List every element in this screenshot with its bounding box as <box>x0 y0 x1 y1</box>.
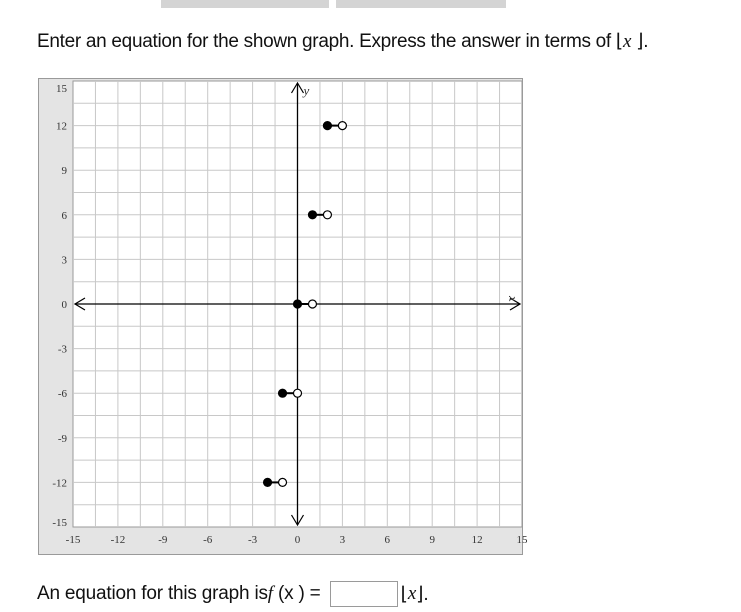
closed-endpoint <box>279 389 287 397</box>
x-tick-label: -15 <box>65 534 81 546</box>
open-endpoint <box>279 478 287 486</box>
x-tick-label: 15 <box>516 534 528 546</box>
floor-open-symbol: ⌊ <box>615 31 624 52</box>
x-tick-label: -3 <box>248 534 258 546</box>
answer-input[interactable] <box>330 581 398 607</box>
y-tick-label: -9 <box>57 432 67 445</box>
answer-label: An equation for this graph is <box>37 583 268 604</box>
x-tick-label: 6 <box>384 534 391 546</box>
floor-close-symbol: ⌋. <box>416 583 429 605</box>
x-tick-label: -6 <box>203 534 213 546</box>
question-prompt <box>37 30 648 53</box>
floor-variable: x <box>623 31 632 52</box>
open-endpoint <box>323 211 331 219</box>
y-tick-label: 0 <box>61 299 67 311</box>
y-tick-label: 12 <box>56 120 67 133</box>
x-tick-label: 0 <box>294 534 301 546</box>
floor-close-symbol: ⌋. <box>631 31 649 52</box>
y-tick-label: -15 <box>52 517 67 529</box>
y-tick-label: 6 <box>61 209 67 222</box>
y-tick-label: 3 <box>61 254 67 267</box>
prompt-text: Enter an equation for the shown graph. Express the answer in terms of <box>37 31 616 52</box>
top-tab-left[interactable] <box>161 0 329 8</box>
y-tick-label: 9 <box>61 165 67 178</box>
graph-plot <box>38 78 528 555</box>
x-tick-label: -9 <box>158 534 168 546</box>
x-tick-label: 12 <box>471 534 483 546</box>
y-tick-label: -12 <box>52 477 67 490</box>
closed-endpoint <box>264 478 272 486</box>
closed-endpoint <box>308 211 316 219</box>
answer-row <box>37 581 428 607</box>
function-argument: (x ) = <box>272 583 326 604</box>
top-tab-right[interactable] <box>336 0 506 8</box>
open-endpoint <box>308 300 316 308</box>
open-endpoint <box>338 122 346 130</box>
y-tick-label: -6 <box>57 388 67 401</box>
floor-open-symbol: ⌊ <box>400 583 408 605</box>
y-axis-label: y <box>303 83 310 98</box>
x-tick-label: 3 <box>339 534 346 546</box>
y-tick-label: -3 <box>57 343 67 356</box>
x-axis-label: x <box>506 296 521 302</box>
function-name: f <box>267 583 273 604</box>
closed-endpoint <box>294 300 302 308</box>
x-tick-label: -12 <box>110 534 126 546</box>
y-tick-label: 15 <box>56 83 67 95</box>
open-endpoint <box>294 389 302 397</box>
floor-variable: x <box>407 583 417 604</box>
x-tick-label: 9 <box>429 534 435 546</box>
closed-endpoint <box>323 122 331 130</box>
